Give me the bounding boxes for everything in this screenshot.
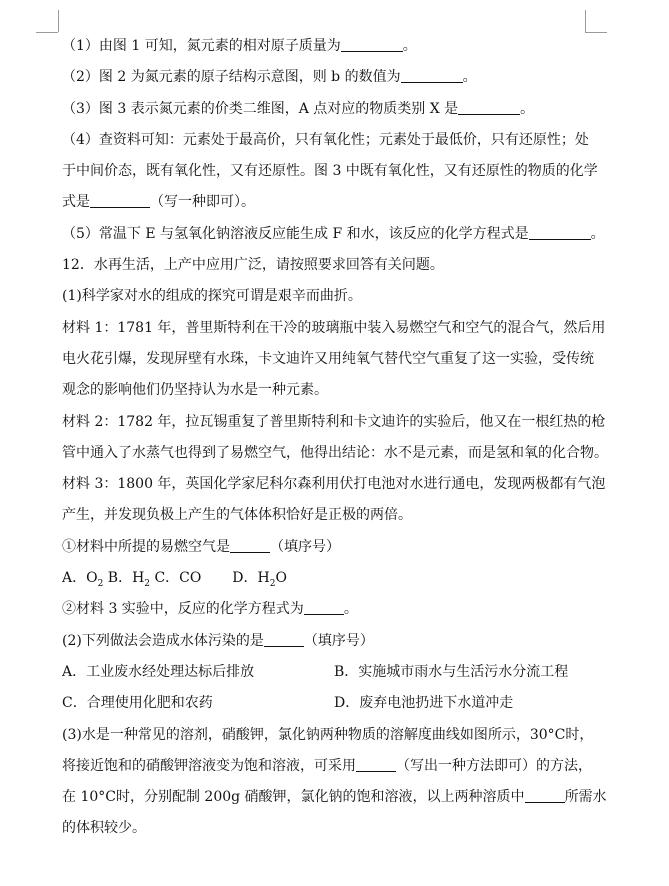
q11-part5: （5）常温下 E 与氢氧化钠溶液反应能生成 F 和水，该反应的化学方程式是 。 bbox=[62, 225, 605, 242]
option-d: D．废弃电池扔进下水道冲走 bbox=[334, 695, 514, 712]
q12-options-gas bbox=[62, 563, 614, 594]
q12-options-pollution-row1 bbox=[62, 657, 614, 688]
answer-blank bbox=[304, 600, 344, 615]
answer-blank bbox=[458, 100, 520, 115]
document-body bbox=[62, 31, 614, 845]
q12-section3-line2: 将接近饱和的硝酸钾溶液变为饱和溶液，可采用 （写出一种方法即可）的方法， bbox=[62, 757, 592, 774]
q11-part3: （3）图 3 表示氮元素的价类二维图，A 点对应的物质类别 X 是 。 bbox=[62, 100, 535, 117]
q11-part4-line2: 于中间价态，既有氧化性，又有还原性。图 3 中既有氧化性，又有还原性的物质的化学 bbox=[62, 163, 598, 180]
material3-line2: 产生，并发现负极上产生的气体体积恰好是正极的两倍。 bbox=[62, 507, 412, 524]
q12-section3-line1: (3)水是一种常见的溶剂，硝酸钾，氯化钠两种物质的溶解度曲线如图所示，30°C时， bbox=[62, 726, 594, 743]
answer-blank bbox=[90, 193, 150, 208]
answer-blank bbox=[264, 632, 304, 647]
option-c: C．合理使用化肥和农药 bbox=[62, 695, 213, 712]
q12-subquestion1: ①材料中所提的易燃空气是 （填序号） bbox=[62, 538, 340, 555]
q11-part4-line1: （4）查资料可知：元素处于最高价，只有氧化性；元素处于最低价，只有还原性；处 bbox=[62, 131, 589, 148]
material1-line2: 电火花引爆，发现屏壁有水珠，卡文迪许又用纯氧气替代空气重复了这一实验，受传统 bbox=[62, 350, 594, 367]
q12-title: 12．水再生活，上产中应用广泛，请按照要求回答有关问题。 bbox=[62, 257, 444, 274]
q12-section3-line3: 在 10°C时，分别配制 200g 硝酸钾，氯化钠的饱和溶液，以上两种溶质中 所需水 bbox=[62, 789, 607, 806]
option-c: C．CO bbox=[154, 570, 202, 587]
material2-line2: 管中通入了水蒸气也得到了易燃空气，他得出结论：水不是元素，而是氢和氧的化合物。 bbox=[62, 444, 608, 461]
material1-line3: 观念的影响他们仍坚持认为水是一种元素。 bbox=[62, 382, 328, 399]
answer-blank bbox=[529, 225, 591, 240]
option-a: A．$O_2$ bbox=[62, 570, 104, 589]
q12-section3-line4: 的体积较少。 bbox=[62, 820, 146, 837]
option-b: B．$H_2$ bbox=[107, 570, 151, 589]
answer-blank bbox=[525, 788, 565, 803]
answer-blank bbox=[230, 538, 270, 553]
q11-part1: （1）由图 1 可知，氮元素的相对原子质量为 。 bbox=[62, 38, 417, 54]
answer-blank bbox=[401, 68, 463, 83]
option-d: D．$H_2O$ bbox=[232, 570, 287, 589]
material3-line1: 材料 3：1800 年，英国化学家尼科尔森利用伏打电池对水进行通电，发现两极都有气泡 bbox=[62, 476, 606, 493]
q12-section2: (2)下列做法会造成水体污染的是 （填序号） bbox=[62, 632, 374, 649]
option-a: A．工业废水经处理达标后排放 bbox=[62, 663, 255, 680]
q11-part2: （2）图 2 为氮元素的原子结构示意图，则 b 的数值为 。 bbox=[62, 69, 477, 86]
option-b: B．实施城市雨水与生活污水分流工程 bbox=[334, 663, 569, 680]
answer-blank bbox=[356, 757, 396, 772]
answer-blank bbox=[341, 37, 403, 52]
q11-part4-line3: 式是 （写一种即可）。 bbox=[62, 194, 255, 211]
q12-subquestion2: ②材料 3 实验中，反应的化学方程式为 。 bbox=[62, 601, 358, 618]
material2-line1: 材料 2：1782 年，拉瓦锡重复了普里斯特利和卡文迪许的实验后，他又在一根红热的枪 bbox=[62, 413, 606, 430]
q12-section1-intro: (1)科学家对水的组成的探究可谓是艰辛而曲折。 bbox=[62, 288, 362, 305]
material1-line1: 材料 1：1781 年，普里斯特利在干冷的玻璃瓶中装入易燃空气和空气的混合气，然后用 bbox=[62, 319, 606, 336]
q12-options-pollution-row2 bbox=[62, 688, 614, 719]
